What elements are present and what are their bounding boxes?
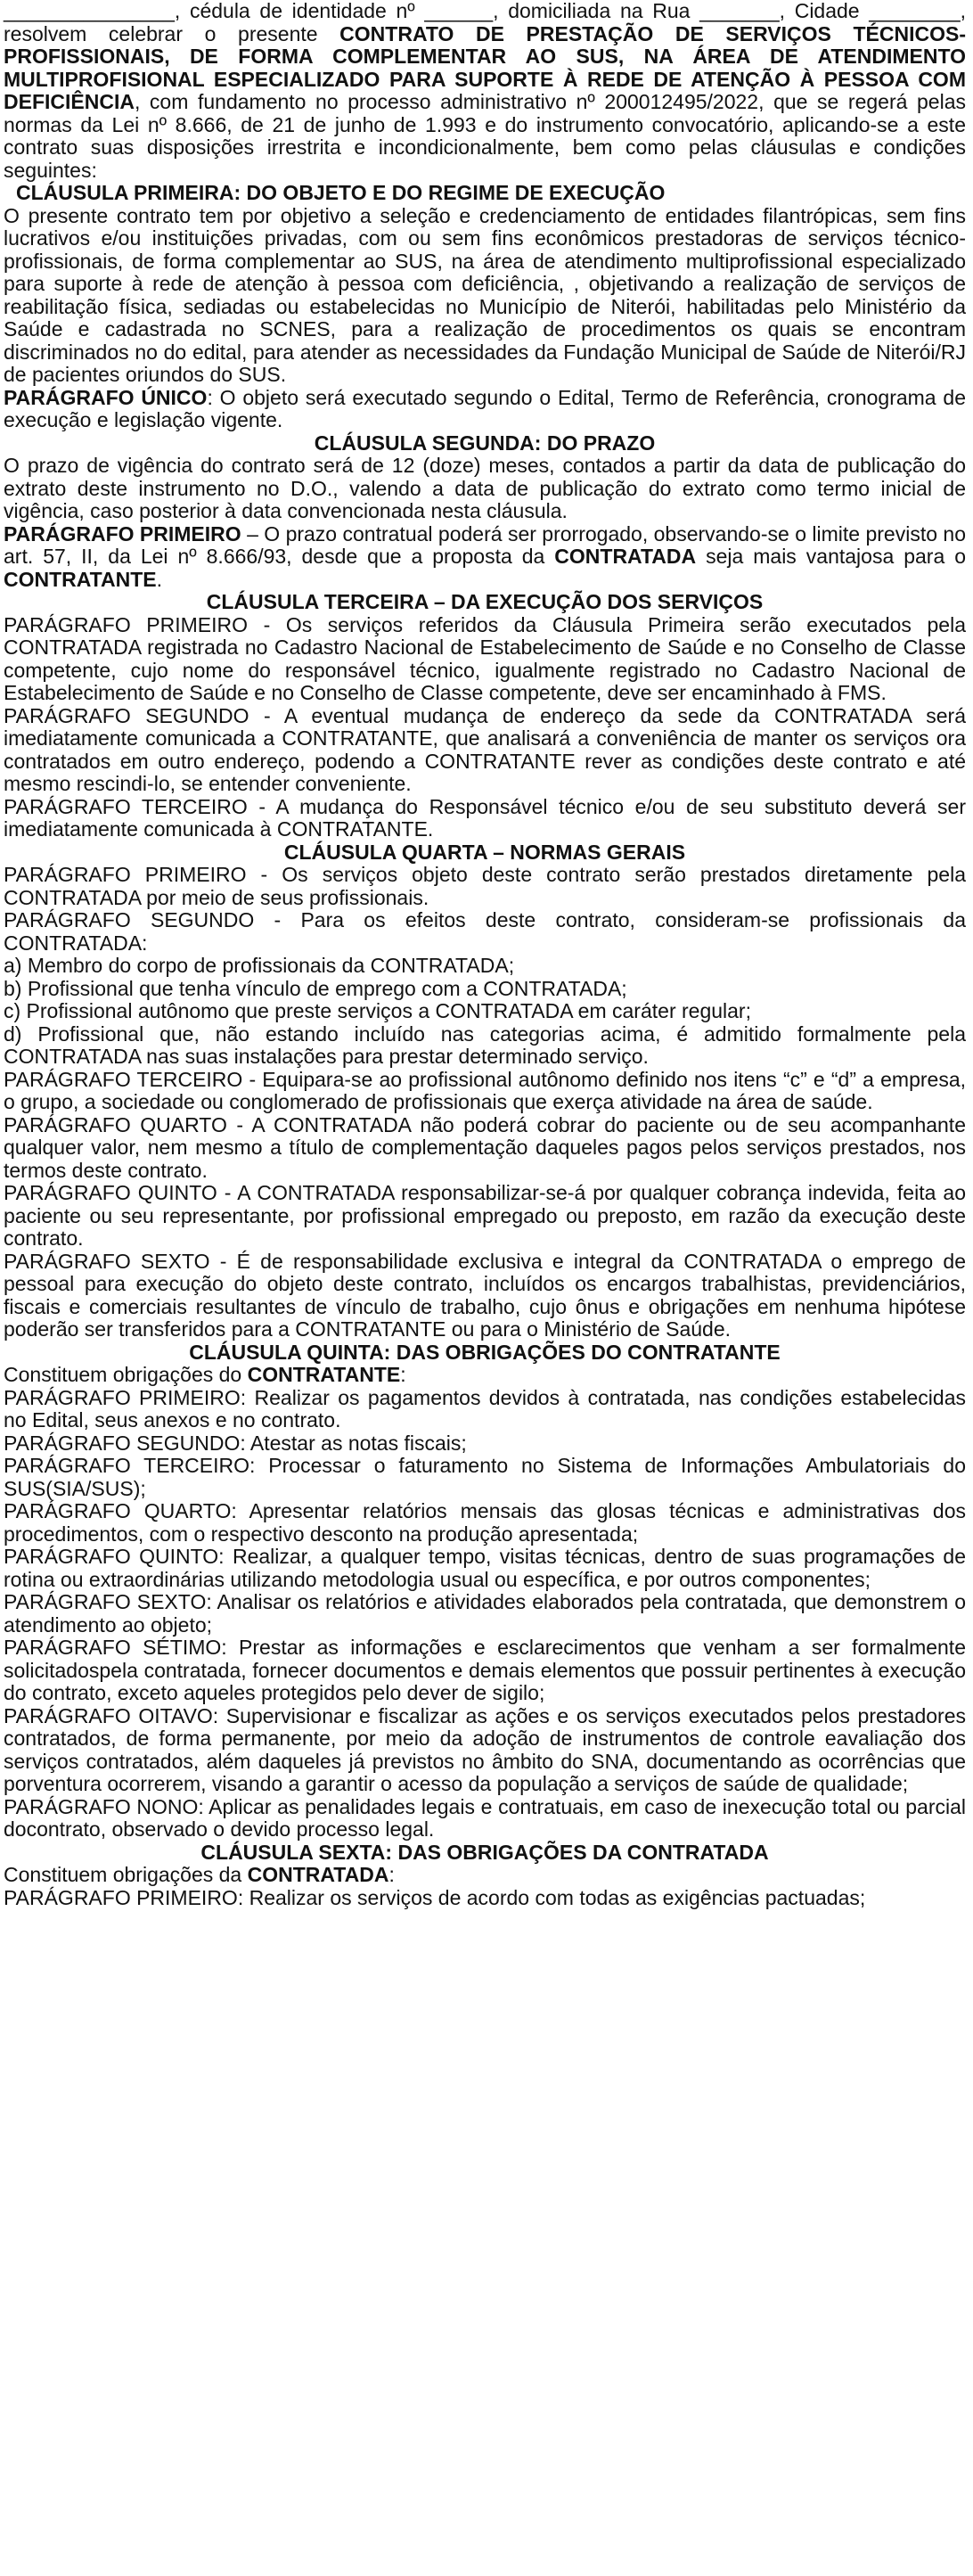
clause-5-paragraph: PARÁGRAFO QUINTO: Realizar, a qualquer tempo, visitas técnicas, dentro de suas programações de rotina ou extraordinárias utilizando metodologia usual ou específica, e por outros componentes; [4, 1545, 966, 1591]
intro-text-end: , com fundamento no processo administrativo nº 200012495/2022, que se regerá pelas normas da Lei nº 8.666, de 21 de junho de 1.993 e do instrumento convocatório, aplicando-se a este contrato suas disposições irrestrita e incondicionalmente, bem como pelas cláusulas e condições seguintes: [4, 90, 966, 182]
clause-3-title: CLÁUSULA TERCEIRA – DA EXECUÇÃO DOS SERVIÇOS [206, 590, 764, 613]
paragrafo-unico-text: : O objeto será executado segundo o Edital, Termo de Referência, cronograma de execução e legislação vigente. [4, 385, 966, 431]
clause-2-title: CLÁUSULA SEGUNDA: DO PRAZO [314, 431, 656, 455]
intro-paragraph [4, 0, 966, 182]
clause-4-item: a) Membro do corpo de profissionais da CONTRATADA; [4, 954, 515, 977]
clause-4-paragraph: PARÁGRAFO QUARTO - A CONTRATADA não poderá cobrar do paciente ou de seu acompanhante qualquer valor, nem mesmo a título de complementação daqueles pagos pelos serviços prestados, nos termos deste contrato. [4, 1112, 966, 1182]
clause-6-lead-end: : [388, 1863, 395, 1886]
intro-text: _______________, cédula de identidade nº ______, domiciliada na Rua _______, Cidade ________, resolvem celebrar o presente [4, 0, 966, 45]
clause-1-paragrafo-unico [4, 387, 966, 432]
clause-6-paragraph: PARÁGRAFO PRIMEIRO: Realizar os serviços de acordo com todas as exigências pactuadas; [4, 1885, 866, 1909]
contract-title-bold: CONTRATO DE PRESTAÇÃO DE SERVIÇOS TÉCNICOS-PROFISSIONAIS, DE FORMA COMPLEMENTAR AO SUS, NA ÁREA DE ATENDIMENTO MULTIPROFISIONAL ESPECIALIZADO PARA SUPORTE À REDE DE ATENÇÃO À PESSOA COM DEFICIÊNCIA [4, 21, 966, 113]
clause-6-lead-text: Constituem obrigações da [4, 1863, 248, 1886]
paragrafo-unico-label: PARÁGRAFO ÚNICO [4, 385, 208, 409]
clause-2-p1-label: PARÁGRAFO PRIMEIRO [4, 521, 241, 546]
clause-4-item: c) Profissional autônomo que preste serviços a CONTRATADA em caráter regular; [4, 999, 751, 1022]
clause-4-paragraph: PARÁGRAFO SEGUNDO - Para os efeitos deste contrato, consideram-se profissionais da CONTRATADA: [4, 908, 966, 955]
clause-1-title [4, 182, 966, 205]
clause-5-title: CLÁUSULA QUINTA: DAS OBRIGAÇÕES DO CONTRATANTE [189, 1340, 781, 1364]
clause-3-paragraph: PARÁGRAFO SEGUNDO - A eventual mudança de endereço da sede da CONTRATADA será imediatamente comunicada a CONTRATANTE, que analisará a conveniência de manter os serviços ora contratados em outro endereço, podendo a CONTRATANTE rever as condições deste contrato e até mesmo rescindi-lo, se entender conveniente. [4, 703, 966, 795]
clause-5-paragraph: PARÁGRAFO SÉTIMO: Prestar as informações e esclarecimentos que venham a ser formalmente solicitadospela contratada, fornecer documentos e demais elementos que possuir pertinentes à execução do contrato, exceto aqueles protegidos pelo dever de sigilo; [4, 1636, 966, 1704]
clause-4-paragraph: PARÁGRAFO TERCEIRO - Equipara-se ao profissional autônomo definido nos itens “c” e “d” a empresa, o grupo, a sociedade ou conglomerado de profissionais que exerça atividade na área de saúde. [4, 1067, 966, 1113]
clause-2-paragrafo-primeiro [4, 523, 966, 592]
clause-3-paragraph: PARÁGRAFO PRIMEIRO - Os serviços referidos da Cláusula Primeira serão executados pela CONTRATADA registrada no Cadastro Nacional de Estabelecimento de Saúde e no Conselho de Classe competente, cujo nome do responsável técnico, igualmente registrado no Cadastro Nacional de Estabelecimento de Saúde e no Conselho de Classe competente, deve ser encaminhado à FMS. [4, 612, 966, 704]
clause-5-paragraph: PARÁGRAFO SEXTO: Analisar os relatórios e atividades elaborados pela contratada, que demonstrem o atendimento ao objeto; [4, 1590, 966, 1637]
clause-1-title-a: CLÁUSULA PRIMEIRA [16, 181, 234, 204]
clause-5-paragraph: PARÁGRAFO TERCEIRO: Processar o faturamento no Sistema de Informações Ambulatoriais do SUS(SIA/SUS); [4, 1454, 966, 1500]
clause-5-paragraph: PARÁGRAFO QUARTO: Apresentar relatórios mensais das glosas técnicas e administrativas dos procedimentos, com o respectivo desconto na produção apresentada; [4, 1499, 966, 1546]
clause-2-p1-bold2: CONTRATANTE [4, 567, 157, 591]
clause-1-title-b: : DO OBJETO E DO REGIME DE EXECUÇÃO [233, 181, 666, 204]
clause-5-lead-end: : [400, 1363, 406, 1386]
clause-4-paragraph: PARÁGRAFO QUINTO - A CONTRATADA responsabilizar-se-á por qualquer cobrança indevida, feita ao paciente ou seu representante, por profissional empregado ou preposto, em razão da execução deste contrato. [4, 1181, 966, 1250]
clause-5-lead-text: Constituem obrigações do [4, 1363, 248, 1386]
clause-5-paragraph: PARÁGRAFO SEGUNDO: Atestar as notas fiscais; [4, 1431, 467, 1455]
clause-3-paragraph: PARÁGRAFO TERCEIRO - A mudança do Responsável técnico e/ou de seu substituto deverá ser imediatamente comunicada à CONTRATANTE. [4, 794, 966, 841]
clause-4-paragraph: PARÁGRAFO PRIMEIRO - Os serviços objeto deste contrato serão prestados diretamente pela CONTRATADA por meio de seus profissionais. [4, 863, 966, 909]
clause-5-paragraph: PARÁGRAFO OITAVO: Supervisionar e fiscalizar as ações e os serviços executados pelos prestadores contratados, de forma permanente, por meio da adoção de instrumentos de controle eavaliação dos serviços contratados, além daqueles já previstos no âmbito do SNA, documentando as ocorrências que porventura ocorrerem, visando a garantir o acesso da população a serviços de saúde de qualidade; [4, 1703, 966, 1795]
clause-2-body: O prazo de vigência do contrato será de 12 (doze) meses, contados a partir da data de publicação do extrato deste instrumento no D.O., valendo a data de publicação do extrato como termo inicial de vigência, caso posterior à data convencionada nesta cláusula. [4, 454, 966, 522]
clause-6-title: CLÁUSULA SEXTA: DAS OBRIGAÇÕES DA CONTRATADA [200, 1840, 769, 1864]
clause-2-p1-bold: CONTRATADA [554, 545, 697, 568]
clause-2-p1-text: – O prazo contratual poderá ser prorrogado, observando-se o limite previsto no art. 57, II, da Lei nº 8.666/93, desde que a proposta da [4, 521, 966, 568]
clause-4-paragraph: PARÁGRAFO SEXTO - É de responsabilidade exclusiva e integral da CONTRATADA o emprego de pessoal para execução do objeto deste contrato, incluídos os encargos trabalhistas, previdenciários, fiscais e comerciais resultantes de vínculo de trabalho, cujo ônus e obrigações em nenhuma hipótese poderão ser transferidos para a CONTRATANTE ou para o Ministério de Saúde. [4, 1249, 966, 1341]
clause-1-body: O presente contrato tem por objetivo a seleção e credenciamento de entidades filantrópicas, sem fins lucrativos e/ou instituições privadas, com ou sem fins econômicos prestadoras de serviços técnico-profissionais, de forma complementar ao SUS, na área de atendimento multiprofissional especializado para suporte à rede de atenção à pessoa com deficiência, , objetivando a realização de serviços de reabilitação física, sediadas ou estabelecidas no Município de Niterói, habilitadas pelo Ministério da Saúde e cadastrada no SCNES, para a realização de procedimentos os quais se encontram discriminados no do edital, para atender as necessidades da Fundação Municipal de Saúde de Niterói/RJ de pacientes oriundos do SUS. [4, 203, 966, 386]
clause-2-p1-end: . [156, 567, 163, 591]
clause-4-title: CLÁUSULA QUARTA – NORMAS GERAIS [283, 840, 686, 864]
clause-5-lead [4, 1364, 966, 1387]
clause-5-paragraph: PARÁGRAFO PRIMEIRO: Realizar os pagamentos devidos à contratada, nas condições estabelecidas no Edital, seus anexos e no contrato. [4, 1385, 966, 1432]
clause-5-lead-bold: CONTRATANTE [247, 1363, 401, 1386]
clause-2-p1-text2: seja mais vantajosa para o [696, 545, 966, 568]
clause-4-item: b) Profissional que tenha vínculo de emprego com a CONTRATADA; [4, 976, 627, 1000]
clause-5-paragraph: PARÁGRAFO NONO: Aplicar as penalidades legais e contratuais, em caso de inexecução total ou parcial docontrato, observado o devido processo legal. [4, 1794, 966, 1841]
clause-6-lead-bold: CONTRATADA [247, 1863, 389, 1886]
clause-6-lead [4, 1864, 966, 1887]
clause-4-item: d) Profissional que, não estando incluído nas categorias acima, é admitido formalmente pela CONTRATADA nas suas instalações para prestar determinado serviço. [4, 1021, 966, 1068]
